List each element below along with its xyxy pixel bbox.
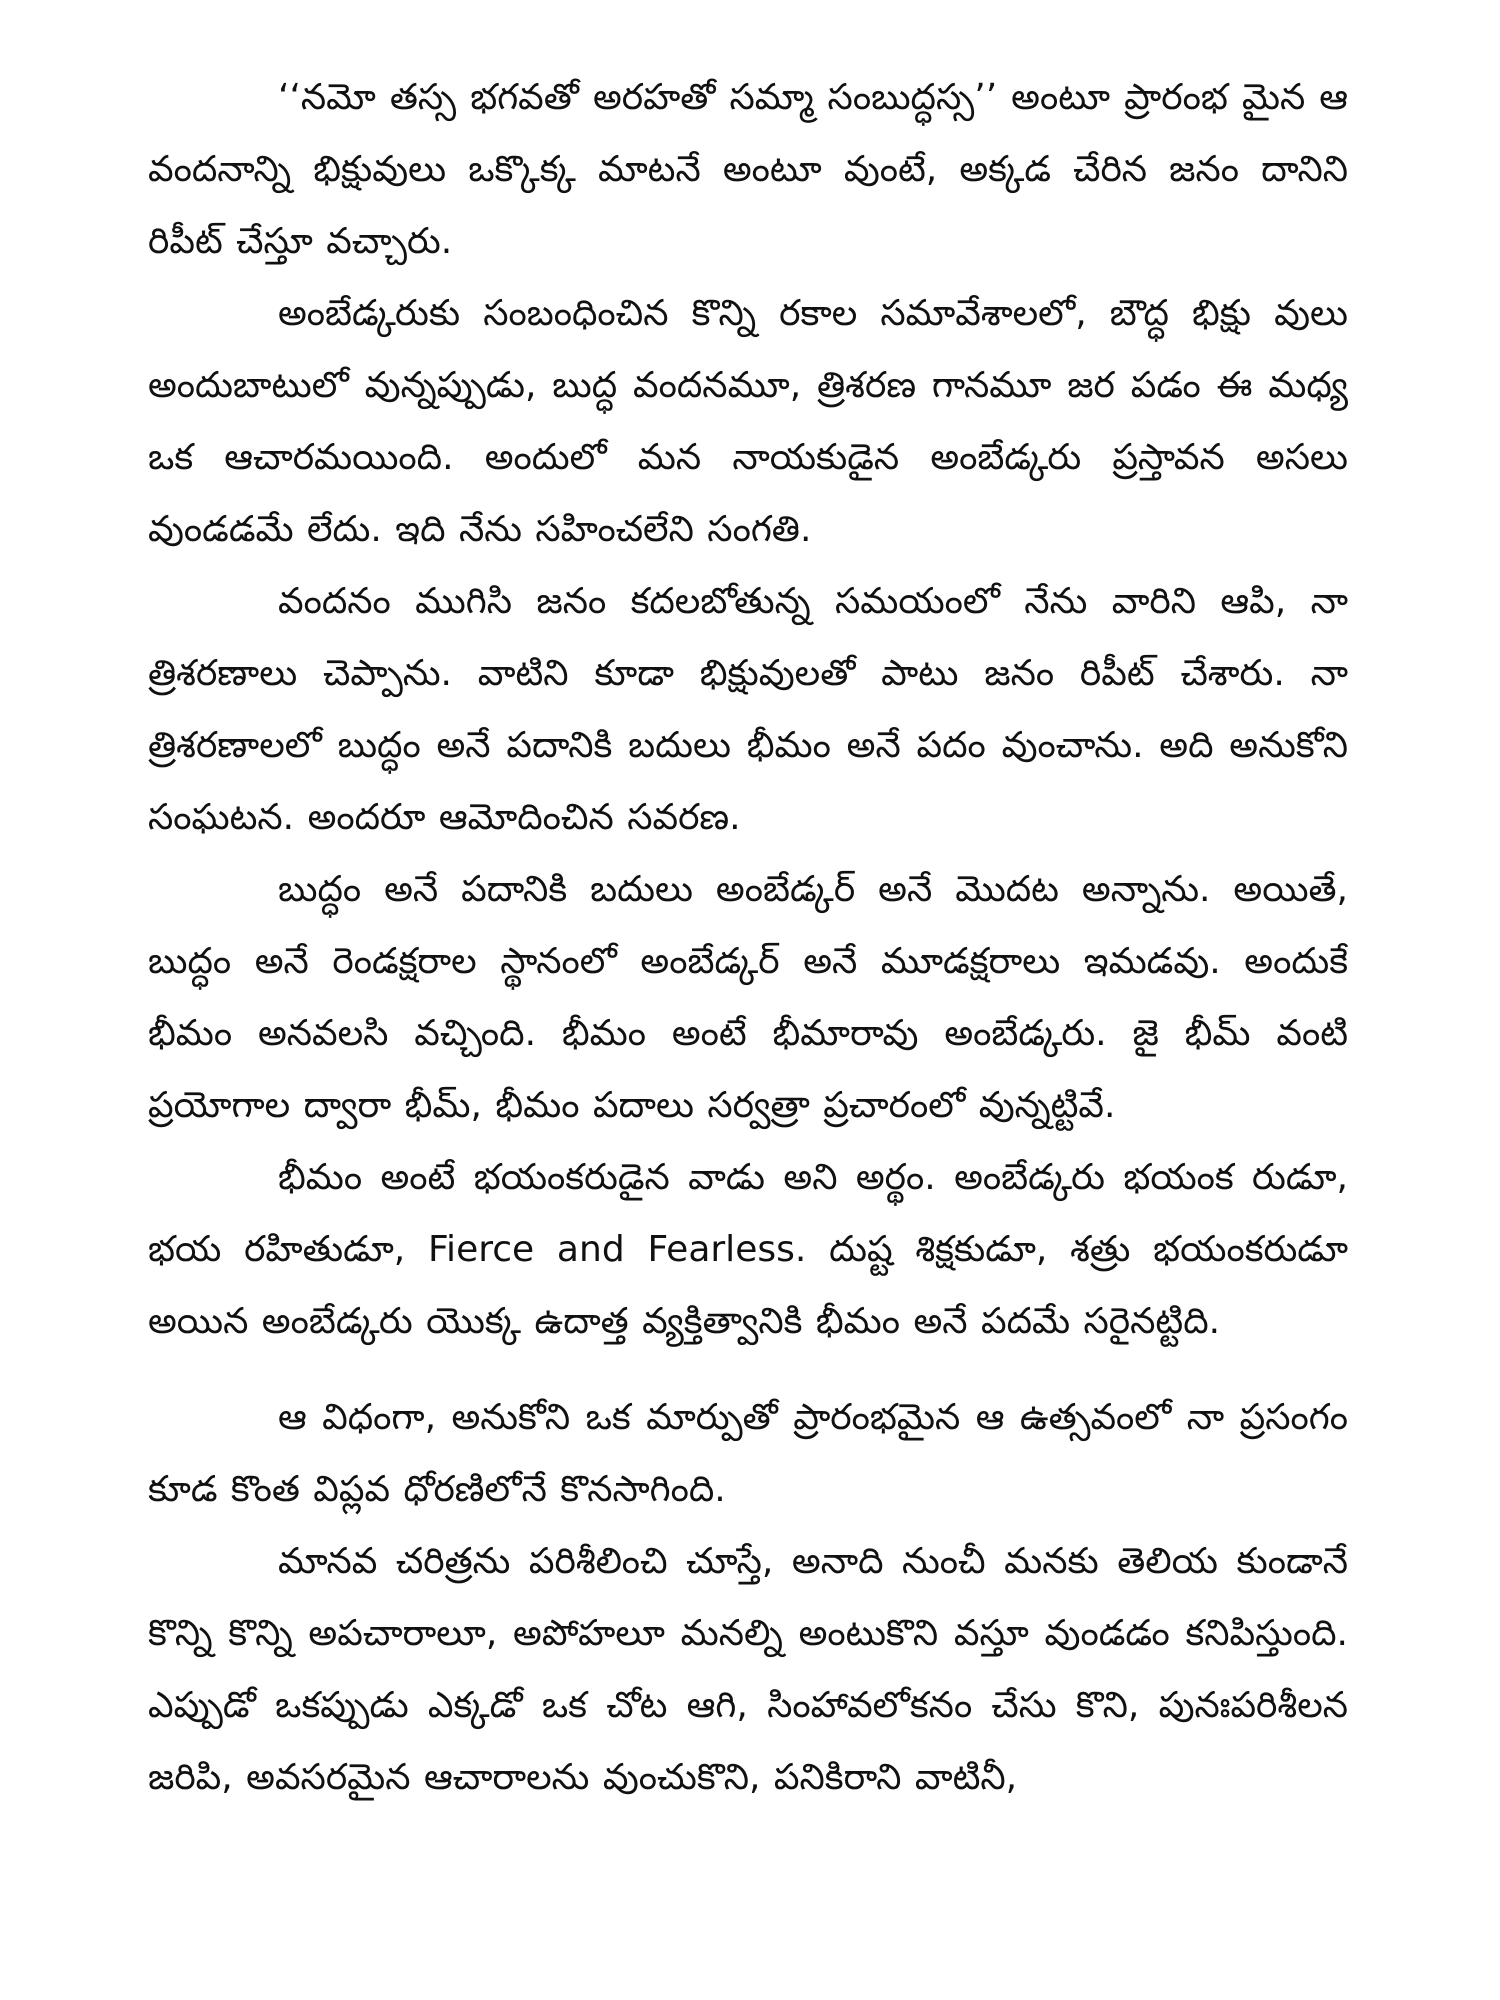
paragraph-2: అంబేడ్కరుకు సంబంధించిన కొన్ని రకాల సమావేశాలలో, బౌద్ధ భిక్షు వులు అందుబాటులో వున్నప్పుడు, బుద్ధ వందనమూ, త్రిశరణ గానమూ జర పడం ఈ మధ్య ఒక ఆచారమయింది. అందులో మన నాయకుడైన అంబేడ్కరు ప్రస్తావన అసలు వుండడమే లేదు. ఇది నేను సహించలేని సంగతి.	[148, 293, 1348, 550]
page-text-block	[148, 62, 1348, 1814]
paragraph-7: మానవ చరిత్రను పరిశీలించి చూస్తే, అనాది నుంచీ మనకు తెలియ కుండానే కొన్ని కొన్ని అపచారాలూ, అపోహలూ మనల్ని అంటుకొని వస్తూ వుండడం కనిపిస్తుంది. ఎప్పుడో ఒకప్పుడు ఎక్కడో ఒక చోట ఆగి, సింహావలోకనం చేసు కొని, పునఃపరిశీలన జరిపి, అవసరమైన ఆచారాలను వుంచుకొని, పనికిరాని వాటినీ,	[148, 1541, 1348, 1798]
paragraph-5: భీమం అంటే భయంకరుడైన వాడు అని అర్థం. అంబేడ్కరు భయంక రుడూ, భయ రహితుడూ, Fierce and Fearless. దుష్ట శిక్షకుడూ, శత్రు భయంకరుడూ అయిన అంబేడ్కరు యొక్క ఉదాత్త వ్యక్తిత్వానికి భీమం అనే పదమే సరైనట్టిది.	[148, 1157, 1348, 1342]
paragraph-4: బుద్ధం అనే పదానికి బదులు అంబేడ్కర్ అనే మొదట అన్నాను. అయితే, బుద్ధం అనే రెండక్షరాల స్థానంలో అంబేడ్కర్ అనే మూడక్షరాలు ఇమడవు. అందుకే భీమం అనవలసి వచ్చింది. భీమం అంటే భీమారావు అంబేడ్కరు. జై భీమ్ వంటి ప్రయోగాల ద్వారా భీమ్, భీమం పదాలు సర్వత్రా ప్రచారంలో వున్నట్టివే.	[148, 869, 1348, 1126]
paragraph-6: ఆ విధంగా, అనుకోని ఒక మార్పుతో ప్రారంభమైన ఆ ఉత్సవంలో నా ప్రసంగం కూడ కొంత విప్లవ ధోరణిలోనే కొనసాగింది.	[148, 1397, 1348, 1510]
paragraph-3: వందనం ముగిసి జనం కదలబోతున్న సమయంలో నేను వారిని ఆపి, నా త్రిశరణాలు చెప్పాను. వాటిని కూడా భిక్షువులతో పాటు జనం రిపీట్ చేశారు. నా త్రిశరణాలలో బుద్ధం అనే పదానికి బదులు భీమం అనే పదం వుంచాను. అది అనుకోని సంఘటన. అందరూ ఆమోదించిన సవరణ.	[148, 581, 1348, 838]
paragraph-1: ‘‘నమో తస్స భగవతో అరహతో సమ్మా సంబుద్ధస్స’’ అంటూ ప్రారంభ మైన ఆ వందనాన్ని భిక్షువులు ఒక్కొక్క మాటనే అంటూ వుంటే, అక్కడ చేరిన జనం దానిని రిపీట్ చేస్తూ వచ్చారు.	[148, 77, 1348, 262]
